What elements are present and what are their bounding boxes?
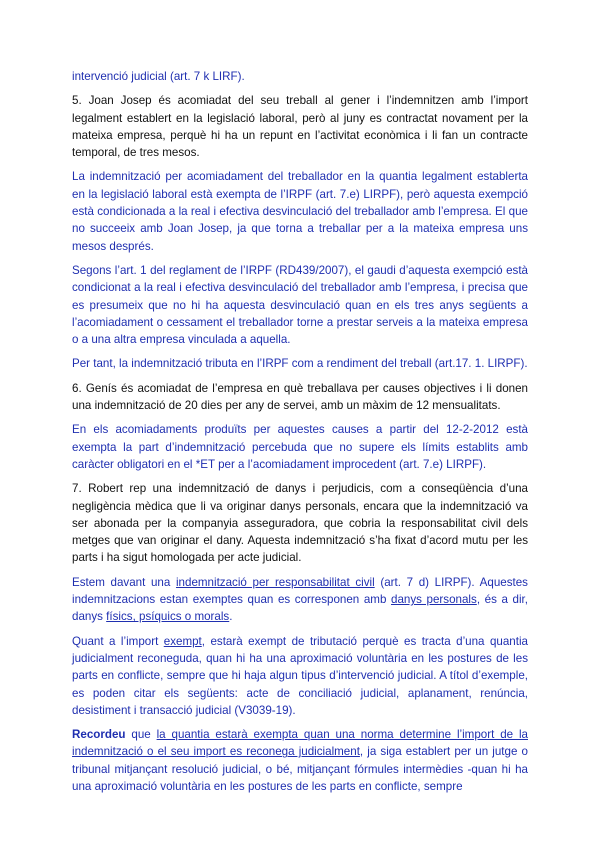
- paragraph-case-7: 7. Robert rep una indemnització de danys i perjudicis, com a conseqüència d’una negligència mèdica que li va originar danys personals, encara que la indemnització va ser abonada per la companyia asseguradora, que cobria la responsabilitat civil dels metges que van originar el dany. Aquesta indemnització s’ha fixat d’acord mutu per les parts i ha sigut homologada per acte judicial.: [72, 482, 528, 565]
- underlined-term-civil-liability: indemnització per responsabilitat civil: [175, 575, 375, 589]
- underlined-term-personal-damages: danys personals: [391, 593, 477, 607]
- text-segment: , estarà exempt de tributació perquè es tracta d’una quantia judicialment reconeguda, quan hi ha una aproximació voluntària en les postures de les parts en conflicte, sempre que hi haja algun tipus d’intervenció judicial. A títol d’exemple, es poden citar els següents: acte de conciliació judicial, aplanament, renúncia, desistiment i transacció judicial (V3039-19).: [72, 634, 528, 717]
- paragraph-reminder: [72, 726, 528, 795]
- text-segment: que: [125, 728, 157, 742]
- paragraph-answer-7a: [72, 574, 528, 626]
- paragraph-case-6: 6. Genís és acomiadat de l’empresa en què treballava per causes objectives i li donen una indemnització de 20 dies per any de servei, amb un màxim de 12 mensualitats.: [72, 381, 528, 413]
- paragraph-case-5: 5. Joan Josep és acomiadat del seu treball al gener i l’indemnitzen amb l’import legalment establert en la legislació laboral, però al juny es contractat novament per la mateixa empresa, perquè hi ha un repunt en l’activitat econòmica i li fan un contracte temporal, de tres mesos.: [72, 94, 528, 160]
- paragraph-answer-7b: [72, 633, 528, 719]
- underlined-term-damage-types: físics, psíquics o morals: [106, 610, 230, 624]
- paragraph-answer-5a: La indemnització per acomiadament del treballador en la quantia legalment establerta en la legislació laboral està exempta de l’IRPF (art. 7.e) LIRPF), però aquesta exempció està condicionada a la real i efectiva desvinculació del treballador amb l’empresa. El que no succeeix amb Joan Josep, ja que torna a treballar per a la mateixa empresa uns mesos després.: [72, 170, 528, 253]
- paragraph-answer-6: En els acomiadaments produïts per aquestes causes a partir del 12-2-2012 està exempta la part d’indemnització percebuda que no supere els límits establits amb caràcter obligatori en el *ET per a l’acomiadament improcedent (art. 7.e) LIRPF).: [72, 423, 528, 471]
- text-segment: Quant a l’import: [72, 634, 164, 648]
- text-segment: .: [229, 610, 233, 624]
- reminder-label: Recordeu: [72, 728, 126, 742]
- underlined-reminder-rule: la quantia estarà exempta quan una norma determine l’import de la indemnització o el seu import es reconega judicialment: [72, 728, 528, 759]
- underlined-term-exempt: exempt: [163, 634, 202, 648]
- text-segment: Estem davant una: [72, 575, 176, 589]
- text-segment: , és a dir, danys: [72, 593, 528, 624]
- text-segment: (art. 7 d) LIRPF). Aquestes indemnitzacions estan exemptes quan es corresponen amb: [72, 575, 528, 607]
- paragraph-answer-5c: Per tant, la indemnització tributa en l’IRPF com a rendiment del treball (art.17. 1. LIRPF).: [72, 357, 528, 371]
- paragraph-answer-4-end: intervenció judicial (art. 7 k LIRF).: [72, 70, 245, 83]
- text-segment: , ja siga establert per un jutge o tribunal mitjançant resolució judicial, o bé, mitjançant fórmules intermèdies -quan hi ha una aproximació voluntària en les postures de les parts en conflicte, sempre: [72, 745, 528, 793]
- paragraph-answer-5b: Segons l’art. 1 del reglament de l’IRPF (RD439/2007), el gaudi d’aquesta exempció està condicionat a la real i efectiva desvinculació del treballador amb l’empresa, i precisa que es presumeix que no hi ha aquesta desvinculació quan en els tres anys següents a l’acomiadament o cessament el treballador torne a prestar serveis a la mateixa empresa o a una altra empresa vinculada a aquella.: [72, 263, 528, 347]
